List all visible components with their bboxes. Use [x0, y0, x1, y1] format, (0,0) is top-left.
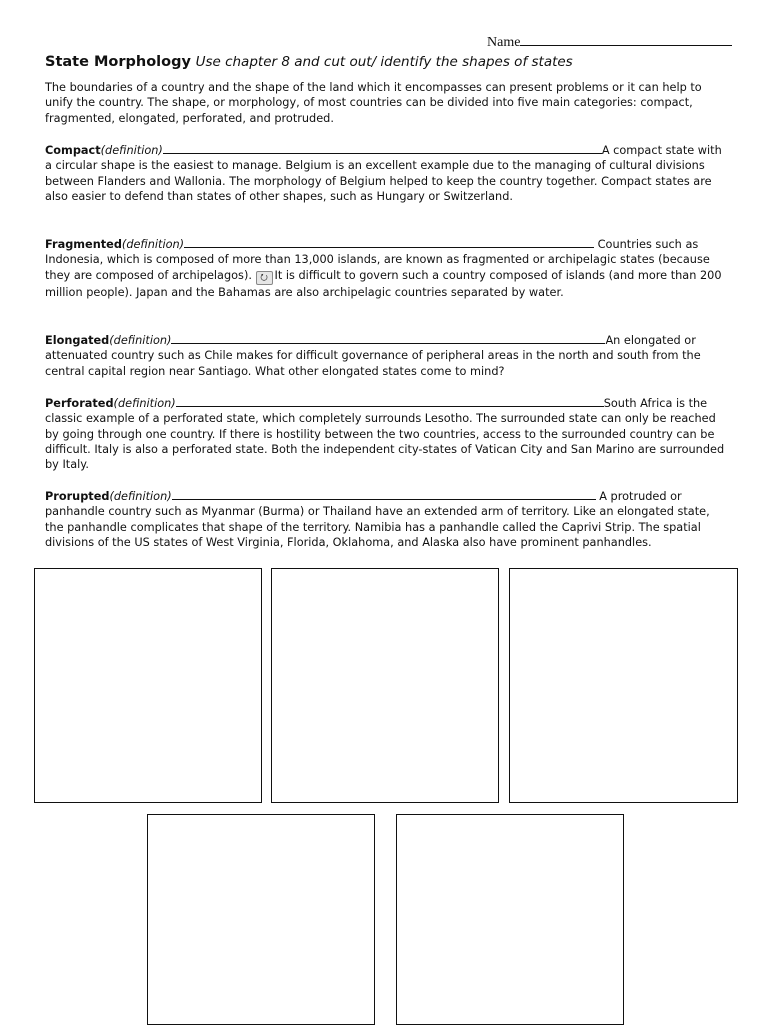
section-compact	[45, 143, 728, 204]
definition-label-compact: (definition)	[100, 144, 163, 157]
definition-label-elongated: (definition)	[109, 334, 172, 347]
section-fragmented	[45, 237, 728, 300]
definition-blank-elongated[interactable]	[171, 333, 605, 344]
text-prorupted: A protruded or panhandle country such as Myanmar (Burma) or Thailand have an extended arm of territory. Like an elongated state, the panhandle complicates that shape of the territory. Namibia has a panhandle called the Caprivi Strip. The spatial divisions of the US states of West Virginia, Florida, Oklahoma, and Alaska also have prominent panhandles.	[45, 490, 710, 549]
text-elongated: An elongated or attenuated country such as Chile makes for difficult governance of peripheral areas in the north and south from the central capital region near Santiago. What other elongated states come to mind?	[45, 334, 701, 378]
section-elongated	[45, 333, 728, 379]
definition-label-perforated: (definition)	[113, 397, 176, 410]
text-fragmented-b: It is difficult to govern such a country composed of islands (and more than 200 million people). Japan and the Bahamas are also archipelagic countries separated by water.	[45, 268, 722, 299]
definition-blank-perforated[interactable]	[176, 396, 604, 407]
name-field	[487, 33, 737, 51]
term-prorupted: Prorupted	[45, 490, 110, 503]
shape-box-1[interactable]	[34, 568, 262, 803]
text-perforated: South Africa is the classic example of a perforated state, which completely surrounds Lesotho. The surrounded state can only be reached by going through one country. If there is hostility between the two countries, access to the surrounded country can be difficult. Italy is also a perforated state. Both the independent city-states of Vatican City and San Marino are surrounded by Italy.	[45, 397, 725, 472]
name-blank-line[interactable]	[520, 33, 732, 46]
text-fragmented-a: Countries such as Indonesia, which is composed of more than 13,000 islands, are known as fragmented or archipelagic states (because they are composed of archipelagos).	[45, 238, 710, 282]
title-instruction: Use chapter 8 and cut out/ identify the shapes of states	[195, 54, 573, 70]
section-prorupted	[45, 489, 728, 550]
text-compact: A compact state with a circular shape is the easiest to manage. Belgium is an excellent example due to the managing of cultural divisions between Flanders and Wallonia. The morphology of Belgium helped to keep the country together. Compact states are also easier to defend than states of other shapes, such as Hungary or Switzerland.	[45, 144, 722, 203]
embedded-object-icon[interactable]: ⭮	[256, 271, 273, 285]
shape-box-4[interactable]	[147, 814, 375, 1025]
shape-box-3[interactable]	[509, 568, 738, 803]
name-label: Name	[487, 35, 521, 50]
shape-box-2[interactable]	[271, 568, 499, 803]
definition-blank-fragmented[interactable]	[184, 237, 594, 248]
definition-label-prorupted: (definition)	[109, 490, 172, 503]
term-compact: Compact	[45, 144, 101, 157]
definition-label-fragmented: (definition)	[121, 238, 185, 251]
page-title	[45, 54, 745, 70]
title-main: State Morphology	[45, 54, 191, 70]
term-elongated: Elongated	[45, 334, 110, 347]
intro-paragraph: The boundaries of a country and the shape of the land which it encompasses can present problems or it can help to unify the country. The shape, or morphology, of most countries can be divided into five main categories: compact, fragmented, elongated, perforated, and protruded.	[45, 81, 702, 125]
shape-box-5[interactable]	[396, 814, 624, 1025]
term-perforated: Perforated	[45, 397, 114, 410]
term-fragmented: Fragmented	[45, 238, 122, 251]
definition-blank-prorupted[interactable]	[172, 489, 596, 500]
section-perforated	[45, 396, 728, 472]
definition-blank-compact[interactable]	[163, 143, 602, 154]
